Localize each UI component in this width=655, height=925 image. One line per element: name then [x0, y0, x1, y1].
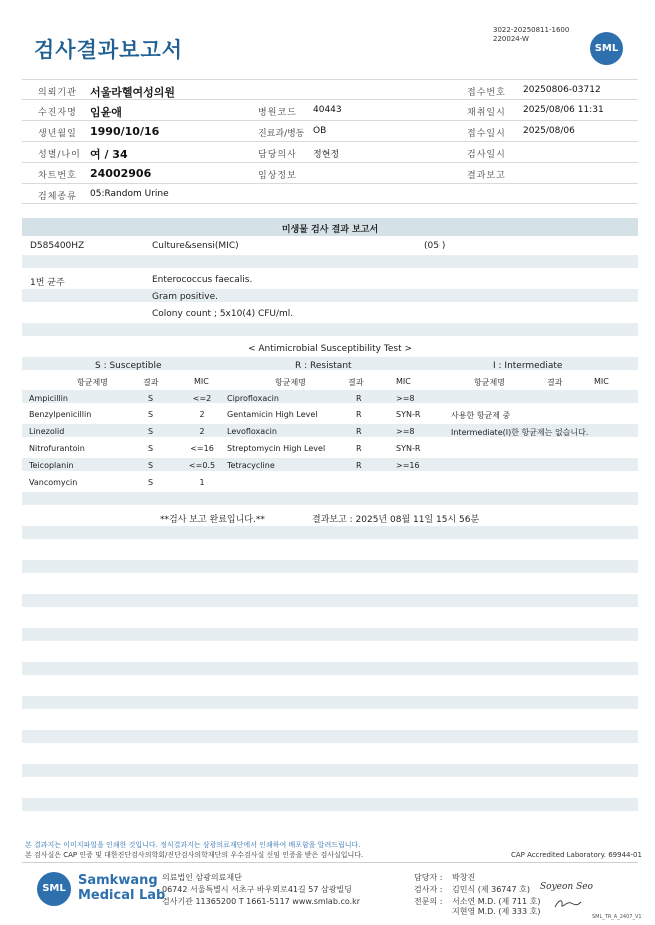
drug-name: Ampicillin: [29, 394, 68, 403]
staff-name: 박창진: [452, 873, 476, 882]
divider: [22, 183, 638, 184]
specialist-name: 지현영 M.D. (제 333 호): [452, 907, 541, 916]
drug-result: R: [356, 410, 362, 419]
drug-name: Ciprofloxacin: [227, 394, 279, 403]
dept-label: 진료과/병동: [258, 129, 305, 139]
chart-value: 24002906: [90, 167, 152, 180]
sml-logo: SML: [590, 32, 623, 65]
sml-footer-logo: SML: [37, 872, 71, 906]
legend-intermediate: I : Intermediate: [493, 361, 563, 371]
drug-mic: <=0.5: [188, 461, 216, 470]
report-complete: **검사 보고 완료입니다.**: [160, 515, 265, 525]
legend-susceptible: S : Susceptible: [95, 361, 162, 371]
divider: [22, 99, 638, 100]
row-band: [22, 628, 638, 641]
form-code: SML_TR_A_2407_V1: [592, 914, 642, 920]
section-title: 미생물 검사 결과 보고서: [281, 225, 379, 235]
cap-number: CAP Accredited Laboratory. 69944-01: [511, 851, 642, 859]
document-id: [493, 26, 569, 44]
image-print-warning: 본 결과지는 이미지파일을 인쇄한 것입니다. 정식결과지는 삼광의료재단에서 인쇄하여 배포함을 알려드립니다.: [25, 841, 361, 849]
drug-name: Nitrofurantoin: [29, 444, 85, 453]
specimen-label: 검체종류: [38, 192, 77, 202]
col-header-drug: 항균제명: [275, 378, 306, 387]
divider: [22, 120, 638, 121]
staff-label: 담당자 :: [414, 873, 443, 882]
drug-mic: 2: [199, 427, 205, 436]
doc-code-2: 220024-W: [493, 35, 529, 43]
drug-name: Streptomycin High Level: [227, 444, 326, 453]
row-band: [22, 390, 638, 403]
drug-result: S: [148, 461, 154, 470]
tester-label: 검사자 :: [414, 885, 443, 894]
brand-name: [78, 873, 165, 903]
specialist-name: 서소연 M.D. (제 711 호): [452, 897, 541, 906]
clinical-label: 임상정보: [258, 171, 297, 181]
row-band: [22, 255, 638, 268]
divider: [22, 162, 638, 163]
row-band: [22, 662, 638, 675]
doctor-label: 담당의사: [258, 150, 297, 160]
sex-age-value: 여 / 34: [90, 148, 128, 161]
drug-result: R: [356, 461, 362, 470]
drug-result: S: [148, 478, 154, 487]
row-band: [22, 323, 638, 336]
divider: [22, 79, 638, 80]
row-band: [22, 526, 638, 539]
cap-note: 본 검사실은 CAP 인증 및 대한진단검사의학회/진단검사의학재단의 우수검사실 신임 인증을 받은 검사실입니다.: [25, 851, 364, 859]
col-header-drug: 항균제명: [474, 378, 505, 387]
drug-result: S: [148, 427, 154, 436]
col-header-drug: 항균제명: [77, 378, 108, 387]
institution-value: 서울라헬여성의원: [90, 86, 176, 99]
drug-name: Vancomycin: [29, 478, 78, 487]
divider: [22, 141, 638, 142]
receipt-no-label: 접수번호: [467, 88, 506, 98]
organism-label: 1번 균주: [30, 278, 65, 288]
chart-label: 차트번호: [38, 171, 77, 181]
drug-mic: >=8: [396, 394, 415, 403]
hospital-code-label: 병원코드: [258, 108, 297, 118]
divider: [22, 862, 638, 863]
organism-line: Gram positive.: [152, 292, 218, 302]
drug-mic: 1: [199, 478, 205, 487]
row-band: [22, 492, 638, 505]
row-band: [22, 594, 638, 607]
drug-mic: <=2: [192, 394, 212, 403]
test-code: D585400HZ: [30, 241, 85, 251]
receipt-no-value: 20250806-03712: [523, 85, 601, 95]
report-time: 결과보고 : 2025년 08월 11일 15시 56분: [312, 515, 480, 525]
row-band: [22, 764, 638, 777]
page-title: 검사결과보고서: [34, 38, 184, 62]
drug-result: R: [356, 444, 362, 453]
tester-name: 김민식 (제 36747 호): [452, 885, 530, 894]
drug-name: Linezolid: [29, 427, 65, 436]
drug-mic: 2: [199, 410, 205, 419]
col-header-result: 결과: [348, 378, 364, 387]
org-address: 06742 서울특별시 서초구 바우뫼로41길 57 삼광빌딩: [162, 885, 352, 894]
row-band: [22, 730, 638, 743]
drug-result: S: [148, 410, 154, 419]
organism-line: Colony count ; 5x10(4) CFU/ml.: [152, 309, 294, 319]
hospital-code-value: 40443: [313, 105, 342, 115]
drug-result: R: [356, 427, 362, 436]
ast-title: < Antimicrobial Susceptibility Test >: [248, 344, 412, 354]
intermediate-note: Intermediate(I)한 항균제는 없습니다.: [451, 428, 589, 437]
drug-name: Gentamicin High Level: [227, 410, 318, 419]
specialist-label: 전문의 :: [414, 897, 443, 906]
institution-label: 의뢰기관: [38, 88, 77, 98]
row-band: [22, 289, 638, 302]
drug-result: R: [356, 394, 362, 403]
test-no: (05 ): [424, 241, 446, 251]
row-band: [22, 696, 638, 709]
drug-mic: >=16: [396, 461, 420, 470]
birth-value: 1990/10/16: [90, 125, 160, 138]
row-band: [22, 560, 638, 573]
test-name: Culture&sensi(MIC): [152, 241, 239, 251]
doc-code-1: 3022-20250811-1600: [493, 26, 570, 34]
drug-mic: SYN-R: [396, 410, 421, 419]
receipt-date-label: 접수일시: [467, 129, 506, 139]
drug-result: S: [148, 444, 154, 453]
col-header-mic: MIC: [194, 377, 209, 386]
brand-line: Samkwang: [78, 873, 158, 888]
col-header-result: 결과: [547, 378, 563, 387]
signature-mark-icon: [553, 897, 583, 911]
brand-line: Medical Lab: [78, 888, 166, 903]
row-band: [22, 798, 638, 811]
col-header-mic: MIC: [594, 377, 609, 386]
sex-age-label: 성별/나이: [38, 150, 81, 160]
name-value: 임윤애: [90, 106, 122, 119]
name-label: 수진자명: [38, 108, 77, 118]
drug-name: Teicoplanin: [29, 461, 74, 470]
intermediate-note: 사용한 항균제 중: [451, 411, 511, 420]
drug-mic: >=8: [396, 427, 415, 436]
collect-date-label: 채취일시: [467, 108, 506, 118]
drug-mic: SYN-R: [396, 444, 421, 453]
doctor-value: 정현정: [313, 150, 340, 160]
receipt-date-value: 2025/08/06: [523, 126, 575, 136]
org-contact: 검사기관 11365200 T 1661-5117 www.smlab.co.kr: [162, 897, 361, 906]
legend-resistant: R : Resistant: [295, 361, 352, 371]
organism-line: Enterococcus faecalis.: [152, 275, 253, 285]
row-band: [22, 458, 638, 471]
drug-name: Levofloxacin: [227, 427, 277, 436]
org-name: 의료법인 삼광의료재단: [162, 873, 242, 882]
col-header-result: 결과: [143, 378, 159, 387]
birth-label: 생년월일: [38, 129, 77, 139]
drug-name: Benzylpenicillin: [29, 410, 92, 419]
drug-name: Tetracycline: [227, 461, 275, 470]
drug-result: S: [148, 394, 154, 403]
drug-mic: <=16: [190, 444, 214, 453]
report-label: 결과보고: [467, 171, 506, 181]
test-date-label: 검사일시: [467, 150, 506, 160]
collect-date-value: 2025/08/06 11:31: [523, 105, 604, 115]
signature-seo: Soyeon Seo: [540, 882, 593, 892]
col-header-mic: MIC: [396, 377, 411, 386]
specimen-value: 05:Random Urine: [90, 189, 169, 199]
divider: [22, 203, 638, 204]
dept-value: OB: [313, 126, 327, 136]
